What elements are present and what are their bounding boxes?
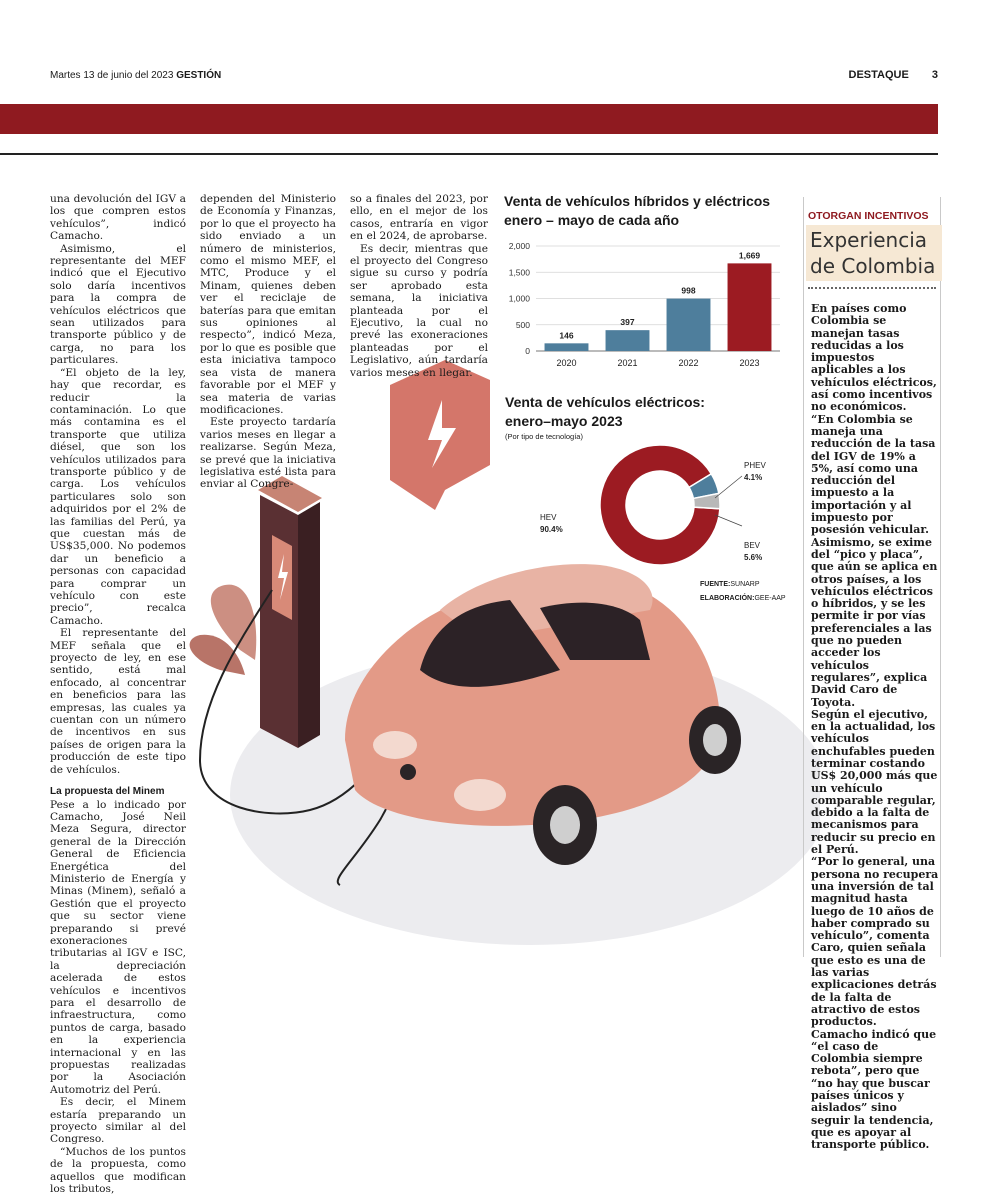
article-paragraph: so a finales del 2023, por ello, en el mejor de los casos, entraría en vigor en el 2024, de aprobarse. (350, 193, 488, 243)
publication-name: GESTIÓN (176, 70, 222, 81)
charge-port (400, 764, 416, 780)
chart-source (700, 581, 760, 588)
bar-chart-title: Venta de vehículos híbridos y eléctricos enero – mayo de cada año (504, 193, 771, 228)
article-paragraph: El representante del MEF señala que el proyecto de ley, en ese sentido, está mal enfocado, al concentrar en beneficios para las empresas, las cuales ya cuentan con un número de incentivos en sus países de origen para la producción de este tipo de vehículos. (50, 627, 186, 776)
y-tick-label: 500 (515, 319, 530, 330)
sidebar-body (811, 303, 939, 1151)
bar (606, 330, 650, 351)
article-paragraph: una devolución del IGV a los que compren estos vehículos”, indicó Camacho. (50, 193, 186, 243)
article-paragraph: Pese a lo indicado por Camacho, José Neil Meza Segura, director general de la Dirección General de Eficiencia Energética del Ministerio de Energía y Minas (Minem), señaló a Gestión que el proyecto que su sector viene preparando si prevé exoneraciones tributarias al IGV e ISC, la depreciación acelerada de estos vehículos e incentivos para el desarrollo de infraestructura, como puntos de carga, basado en la experiencia internacional y en las propuestas realizadas por la Asociación Automotriz del Perú. (50, 798, 186, 1096)
article-column-3 (350, 193, 488, 379)
x-tick-label: 2020 (556, 358, 577, 368)
header-rule (0, 153, 938, 155)
page-number: 3 (931, 69, 938, 81)
charger-side (298, 502, 320, 748)
slice-value-label: 90.4% (540, 525, 563, 534)
article-column-1 (50, 193, 186, 1196)
article-column-2 (200, 193, 336, 491)
y-tick-label: 1,500 (508, 267, 530, 278)
article-paragraph: “El objeto de la ley, hay que recordar, es reducir la contaminación. Lo que más contamina es el transporte que utiliza diésel, que son los vehículos utilizados para transporte público y de carga. Los vehículos particulares solo son adquiridos por el 2% de las familias del Perú, ya que cuestan más de US$35,000. No podemos dar un beneficio a personas con capacidad para comprar un vehículo con este precio”, recalca Camacho. (50, 366, 186, 627)
article-paragraph: Este proyecto tardaría varios meses en llegar a realizarse. Según Meza, se prevé que la iniciativa legislativa esté lista para enviar al Congre- (200, 416, 336, 491)
y-tick-label: 1,000 (508, 293, 530, 304)
slice-name-label: BEV (744, 541, 761, 550)
slice-value-label: 4.1% (744, 473, 763, 482)
leader-line (715, 515, 742, 526)
issue-date: Martes 13 de junio del 2023 (50, 70, 174, 81)
section-name: DESTAQUE (848, 69, 909, 81)
car-hubcap (703, 724, 727, 756)
sidebar-kicker: OTORGAN INCENTIVOS (808, 210, 929, 222)
car-headlight (373, 731, 417, 759)
article-paragraph: Es decir, mientras que el proyecto del Congreso sigue su curso y podría ser aprobado esta semana, la iniciativa planteada por el Ejecutivo, la cual no prevé las exoneraciones planteadas por el Legislativo, aún tardaría varios meses en llegar. (350, 242, 488, 379)
bar-value-label: 397 (620, 317, 635, 328)
x-tick-label: 2022 (678, 358, 699, 368)
article-paragraph: dependen del Ministerio de Economía y Finanzas, por lo que el proyecto ha sido enviado a un número de ministerios, como el mismo MEF, el MTC, Produce y el Minam, quienes deben ver el reciclaje de baterías para que emitan sus opiniones al respecto”, indicó Meza, por lo que es posible que esta iniciativa tampoco sea vista de manera favorable por el MEF y sea materia de varias modificaciones. (200, 193, 336, 416)
source-label: FUENTE: (700, 581, 731, 588)
credit-value: GEE-AAP (754, 595, 786, 602)
section-banner (0, 104, 938, 134)
bar-value-label: 998 (681, 285, 696, 296)
slice-value-label: 5.6% (744, 553, 763, 562)
donut-chart-subtitle: (Por tipo de tecnología) (505, 432, 583, 441)
article-paragraph: Asimismo, el representante del MEF indicó que el Ejecutivo solo daría incentivos para la compra de vehículos eléctricos que sean utilizados para transporte público y de carga, no para los particulares. (50, 242, 186, 367)
y-tick-label: 0 (525, 346, 530, 356)
article-paragraph: “Muchos de los puntos de la propuesta, como aquellos que modifican los tributos, (50, 1145, 186, 1196)
article-paragraph: Es decir, el Minem estaría preparando un proyecto similar al del Congreso. (50, 1096, 186, 1146)
sidebar-divider (808, 287, 936, 289)
bar (728, 263, 772, 351)
page-header-left (50, 70, 221, 81)
credit-label: ELABORACIÓN: (700, 595, 755, 602)
sidebar-paragraph: Camacho indicó que “el caso de Colombia siempre rebota”, pero que “no hay que buscar países únicos y aislados” sino seguir la tendencia, que es apoyar al transporte público. (811, 1027, 937, 1152)
y-tick-label: 2,000 (508, 241, 530, 251)
sidebar-paragraph: Según el ejecutivo, en la actualidad, los vehículos enchufables pueden terminar costando US$ 20,000 más que un vehículo comparable regular, debido a la falta de mecanismos para reducir su precio en el Perú. (811, 707, 938, 857)
chart-credit (700, 595, 786, 602)
bar-chart (500, 236, 790, 376)
donut-chart (530, 440, 790, 580)
x-tick-label: 2021 (617, 358, 638, 368)
sidebar-paragraph: En países como Colombia se manejan tasas reducidas a los impuestos aplicables a los vehículos eléctricos, así como incentivos no económicos. (811, 302, 937, 414)
sidebar-paragraph: “Por lo general, una persona no recupera una inversión de tal magnitud hasta luego de 10 años de haber comprado su vehículo”, comenta Caro, quien señala que esto es una de las varias explicaciones detrás de la falta de atractivo de estos productos. (811, 855, 939, 1029)
slice-name-label: HEV (540, 513, 557, 522)
car-headlight (454, 779, 506, 811)
source-value: SUNARP (730, 581, 760, 588)
page-header-right (829, 69, 939, 81)
car-hubcap (550, 806, 580, 844)
donut-chart-title: Venta de vehículos eléctricos: enero–mayo 2023 (505, 394, 705, 429)
bar-value-label: 146 (559, 330, 574, 341)
article-subhead: La propuesta del Minem (50, 786, 165, 798)
x-tick-label: 2023 (739, 358, 760, 368)
bar (667, 299, 711, 351)
leader-line (715, 476, 742, 498)
slice-name-label: PHEV (744, 461, 766, 470)
charger-body (260, 495, 298, 748)
bar-value-label: 1,669 (738, 250, 761, 261)
sidebar-title: Experiencia de Colombia (806, 225, 942, 281)
sidebar-paragraph: “En Colombia se maneja una reducción de la tasa del IGV de 19% a 5%, así como una reducción del impuesto a la importación y al impuesto por posesión vehicular. Asimismo, se exime del “pico y placa”, que aún se aplica en otros países, a los vehículos eléctricos o híbridos, y se les permite ir por vías preferenciales a las que no pueden acceder los vehículos regulares”, explica David Caro de Toyota. (811, 412, 938, 709)
bar (545, 343, 589, 351)
